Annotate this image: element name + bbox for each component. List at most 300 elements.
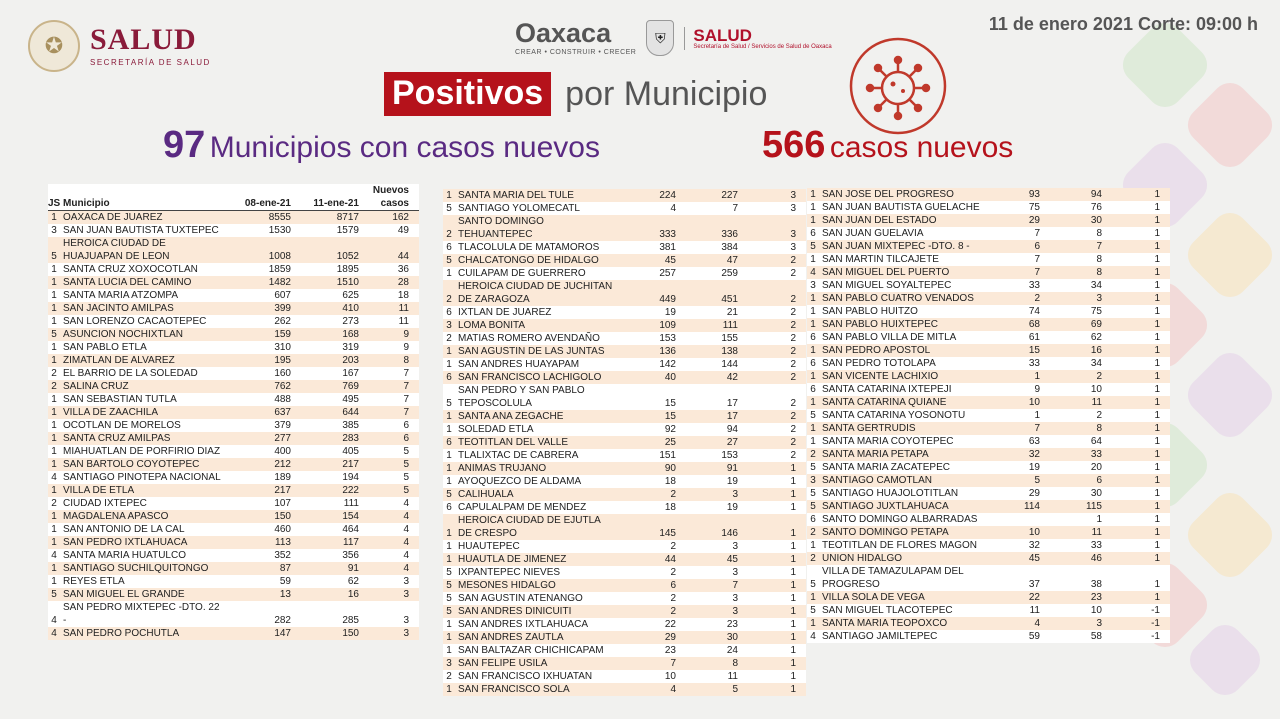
row-municipio: SAN PEDRO Y SAN PABLO TEPOSCOLULA	[458, 385, 585, 409]
row-js: 2	[446, 333, 452, 344]
row-js: 1	[810, 436, 816, 447]
row-date-2: 222	[342, 485, 359, 496]
row-nuevos: -1	[1151, 605, 1160, 616]
row-municipio: SALINA CRUZ	[63, 381, 129, 392]
row-js: 1	[51, 446, 57, 457]
row-date-2: 45	[726, 554, 738, 565]
row-date-1: 145	[659, 528, 676, 539]
row-date-2: 227	[721, 190, 738, 201]
row-date-1: 59	[279, 576, 291, 587]
row-js: 5	[446, 580, 452, 591]
row-nuevos: 2	[790, 307, 796, 318]
table-row	[807, 474, 1170, 487]
row-date-2: 27	[726, 437, 738, 448]
row-js: 4	[51, 628, 57, 639]
row-js: 1	[446, 632, 452, 643]
row-js: 4	[51, 615, 57, 626]
row-nuevos: 3	[790, 190, 796, 201]
row-date-2: 167	[342, 368, 359, 379]
header-municipio: Municipio	[63, 198, 110, 209]
row-municipio: SAN JOSE DEL PROGRESO	[822, 189, 954, 200]
row-nuevos: 5	[403, 459, 409, 470]
page-title	[384, 72, 767, 116]
row-nuevos: 1	[1154, 501, 1160, 512]
row-date-2: 34	[1090, 280, 1102, 291]
row-date-1: 449	[659, 294, 676, 305]
row-date-1: 195	[274, 355, 291, 366]
row-nuevos: 5	[403, 485, 409, 496]
salud-logo	[28, 20, 211, 72]
row-municipio: SAN MIGUEL SOYALTEPEC	[822, 280, 952, 291]
row-municipio: SAN FELIPE USILA	[458, 658, 548, 669]
row-municipio: SANTIAGO PINOTEPA NACIONAL	[63, 472, 221, 483]
row-nuevos: 2	[790, 294, 796, 305]
table-row	[443, 488, 806, 501]
row-nuevos: 1	[790, 684, 796, 695]
row-date-2: 30	[1090, 215, 1102, 226]
row-date-1: 114	[1024, 501, 1040, 512]
row-municipio: SANTA LUCIA DEL CAMINO	[63, 277, 192, 288]
table-row	[48, 588, 419, 601]
row-date-2: 42	[726, 372, 738, 383]
row-js: 1	[810, 345, 816, 356]
row-date-1: 9	[1034, 384, 1040, 395]
row-js: 1	[51, 316, 57, 327]
row-date-1: 109	[659, 320, 676, 331]
row-date-1: 217	[274, 485, 291, 496]
row-municipio: SANTA MARIA HUATULCO	[63, 550, 186, 561]
row-municipio: SANTIAGO YOLOMECATL	[458, 203, 580, 214]
row-date-2: 2	[1096, 371, 1102, 382]
row-municipio: SAN MARTIN TILCAJETE	[822, 254, 939, 265]
row-date-1: 379	[274, 420, 291, 431]
row-js: 1	[51, 342, 57, 353]
oaxaca-shield-icon: ⛨	[646, 20, 674, 56]
row-date-2: 495	[342, 394, 359, 405]
row-municipio: SAN PEDRO MIXTEPEC -DTO. 22 -	[63, 602, 220, 626]
row-date-2: 94	[726, 424, 738, 435]
row-date-2: 58	[1090, 631, 1102, 642]
salud-logo-subtext: SECRETARÍA DE SALUD	[90, 58, 211, 67]
row-date-2: 11	[1091, 397, 1102, 408]
row-js: 1	[51, 303, 57, 314]
row-nuevos: 1	[1154, 423, 1160, 434]
row-date-1: 1530	[268, 225, 291, 236]
row-nuevos: 1	[1154, 332, 1160, 343]
table-row	[48, 354, 419, 367]
row-js: 1	[810, 215, 816, 226]
row-date-2: 153	[721, 450, 738, 461]
row-js: 1	[810, 618, 816, 629]
row-nuevos: 1	[1154, 410, 1160, 421]
row-date-2: 8	[1096, 267, 1102, 278]
row-js: 6	[810, 358, 816, 369]
row-municipio: SAN ANDRES DINICUITI	[458, 606, 572, 617]
row-date-1: 2	[670, 606, 676, 617]
row-js: 5	[51, 589, 57, 600]
row-municipio: SANTA CRUZ XOXOCOTLAN	[63, 264, 198, 275]
row-date-1: 189	[274, 472, 291, 483]
row-js: 5	[810, 462, 816, 473]
row-js: 1	[446, 190, 452, 201]
row-date-1: 160	[274, 368, 291, 379]
row-js: 6	[446, 437, 452, 448]
table-row	[443, 215, 806, 241]
row-date-2: 38	[1090, 579, 1102, 590]
table-row	[48, 601, 419, 627]
oaxaca-logo	[515, 20, 832, 56]
row-nuevos: 3	[403, 615, 409, 626]
row-municipio: SAN BARTOLO COYOTEPEC	[63, 459, 200, 470]
row-nuevos: 1	[790, 541, 796, 552]
row-js: 1	[446, 268, 452, 279]
row-municipio: MESONES HIDALGO	[458, 580, 556, 591]
row-js: 1	[810, 319, 816, 330]
row-municipio: SAN PABLO HUIXTEPEC	[822, 319, 938, 330]
table-row	[48, 575, 419, 588]
row-nuevos: 5	[403, 446, 409, 457]
row-nuevos: 2	[790, 398, 796, 409]
row-nuevos: 8	[403, 355, 409, 366]
row-date-1: 257	[659, 268, 676, 279]
row-municipio: SANTA GERTRUDIS	[822, 423, 916, 434]
row-date-2: 19	[726, 502, 738, 513]
row-municipio: SANTIAGO HUAJOLOTITLAN	[822, 488, 959, 499]
table-row	[48, 445, 419, 458]
row-date-2: 3	[732, 541, 738, 552]
row-nuevos: 7	[403, 381, 409, 392]
row-date-2: 144	[721, 359, 738, 370]
table-row	[807, 513, 1170, 526]
row-date-1: 75	[1028, 202, 1040, 213]
row-date-2: 8	[1096, 254, 1102, 265]
table-row	[48, 263, 419, 276]
row-js: 5	[51, 329, 57, 340]
row-municipio: SAN ANTONIO DE LA CAL	[63, 524, 185, 535]
row-municipio: SANTA ANA ZEGACHE	[458, 411, 564, 422]
row-nuevos: 4	[403, 537, 409, 548]
row-nuevos: 1	[790, 619, 796, 630]
row-nuevos: 1	[1154, 592, 1160, 603]
table-row	[48, 484, 419, 497]
row-municipio: SAN ANDRES HUAYAPAM	[458, 359, 580, 370]
row-js: 1	[446, 424, 452, 435]
row-js: 6	[810, 514, 816, 525]
header-js: JS	[48, 198, 60, 209]
row-date-2: 150	[342, 628, 359, 639]
row-municipio: SAN MIGUEL TLACOTEPEC	[822, 605, 953, 616]
row-date-1: 40	[664, 372, 676, 383]
table-row	[48, 289, 419, 302]
row-municipio: SANTO DOMINGO TEHUANTEPEC	[458, 216, 544, 240]
row-date-1: 2	[670, 489, 676, 500]
casos-count: 566	[762, 124, 826, 166]
row-municipio: SANTIAGO JAMILTEPEC	[822, 631, 938, 642]
row-municipio: SANTA MARIA PETAPA	[822, 449, 929, 460]
table-row	[443, 475, 806, 488]
table-row	[807, 240, 1170, 253]
row-date-1: 59	[1028, 631, 1040, 642]
row-date-2: 33	[1090, 540, 1102, 551]
row-js: 6	[810, 384, 816, 395]
row-date-1: 262	[274, 316, 291, 327]
row-date-1: 10	[664, 671, 676, 682]
table-row	[48, 562, 419, 575]
row-date-2: 16	[347, 589, 359, 600]
row-date-2: 3	[732, 593, 738, 604]
row-nuevos: 1	[1154, 345, 1160, 356]
row-js: 1	[51, 212, 57, 223]
table-row	[48, 549, 419, 562]
row-date-2: 111	[343, 498, 359, 509]
row-js: 1	[446, 554, 452, 565]
row-js: 1	[446, 411, 452, 422]
table-row	[807, 448, 1170, 461]
table-row	[807, 188, 1170, 201]
row-date-2: 115	[1086, 501, 1102, 512]
row-nuevos: 1	[790, 502, 796, 513]
row-date-1: 277	[274, 433, 291, 444]
row-date-2: 30	[726, 632, 738, 643]
row-date-2: 769	[342, 381, 359, 392]
row-date-1: 4	[670, 203, 676, 214]
row-municipio: SANTA CATARINA IXTEPEJI	[822, 384, 952, 395]
row-nuevos: 9	[403, 329, 409, 340]
row-municipio: UNION HIDALGO	[822, 553, 903, 564]
row-js: 5	[810, 241, 816, 252]
row-js: 3	[446, 320, 452, 331]
row-js: 1	[51, 537, 57, 548]
table-row	[48, 380, 419, 393]
table-row	[48, 237, 419, 263]
table-row	[807, 331, 1170, 344]
row-date-1: 7	[1034, 267, 1040, 278]
row-nuevos: 44	[397, 251, 409, 262]
table-row	[807, 266, 1170, 279]
row-nuevos: 7	[403, 394, 409, 405]
decor-shape	[1181, 486, 1280, 585]
row-date-2: 62	[347, 576, 359, 587]
row-date-2: 11	[1091, 527, 1102, 538]
row-js: 5	[446, 489, 452, 500]
row-municipio: SAN JUAN GUELAVIA	[822, 228, 924, 239]
row-date-1: 4	[670, 684, 676, 695]
row-date-2: 3	[732, 489, 738, 500]
row-nuevos: 1	[1154, 540, 1160, 551]
table-row	[48, 406, 419, 419]
row-nuevos: 1	[1154, 267, 1160, 278]
table-row	[807, 370, 1170, 383]
row-municipio: REYES ETLA	[63, 576, 125, 587]
row-municipio: SOLEDAD ETLA	[458, 424, 534, 435]
row-date-2: 625	[342, 290, 359, 301]
row-nuevos: 7	[403, 368, 409, 379]
row-date-1: 1	[1034, 371, 1040, 382]
row-date-2: 273	[342, 316, 359, 327]
row-date-1: 762	[274, 381, 291, 392]
table-row	[807, 487, 1170, 500]
row-date-2: 8	[1096, 228, 1102, 239]
row-date-2: 319	[342, 342, 359, 353]
row-municipio: SAN SEBASTIAN TUTLA	[63, 394, 177, 405]
row-date-2: 6	[1096, 475, 1102, 486]
row-date-2: 2	[1096, 410, 1102, 421]
row-nuevos: 1	[790, 632, 796, 643]
row-date-2: 1895	[336, 264, 359, 275]
row-date-1: 1	[1034, 410, 1040, 421]
table-row	[807, 214, 1170, 227]
table-row	[443, 501, 806, 514]
row-nuevos: 5	[403, 472, 409, 483]
row-nuevos: 1	[790, 463, 796, 474]
row-nuevos: 162	[392, 212, 409, 223]
row-date-1: 460	[274, 524, 291, 535]
row-js: 2	[446, 294, 452, 305]
row-date-2: 10	[1090, 384, 1102, 395]
row-nuevos: 6	[403, 433, 409, 444]
row-date-1: 19	[1028, 462, 1040, 473]
row-municipio: MATIAS ROMERO AVENDAÑO	[458, 333, 600, 344]
row-municipio: SANTA MARIA COYOTEPEC	[822, 436, 954, 447]
row-nuevos: 1	[790, 528, 796, 539]
row-nuevos: 1	[1154, 189, 1160, 200]
row-js: 2	[51, 368, 57, 379]
row-nuevos: 2	[790, 450, 796, 461]
row-date-1: 37	[1028, 579, 1040, 590]
row-municipio: SANTIAGO JUXTLAHUACA	[822, 501, 949, 512]
row-municipio: SAN AGUSTIN DE LAS JUNTAS	[458, 346, 605, 357]
municipios-label: Municipios con casos nuevos	[209, 131, 600, 164]
row-nuevos: 6	[403, 420, 409, 431]
row-js: 1	[51, 407, 57, 418]
row-date-1: 150	[274, 511, 291, 522]
row-municipio: SANTA MARIA DEL TULE	[458, 190, 574, 201]
row-municipio: EL BARRIO DE LA SOLEDAD	[63, 368, 198, 379]
row-nuevos: 1	[1154, 436, 1160, 447]
table-row	[443, 605, 806, 618]
row-date-1: 212	[274, 459, 291, 470]
row-js: 6	[810, 228, 816, 239]
row-date-1: 15	[664, 411, 676, 422]
row-date-1: 25	[664, 437, 676, 448]
table-municipios-3	[807, 188, 1170, 643]
row-date-2: 410	[342, 303, 359, 314]
row-date-2: 10	[1090, 605, 1102, 616]
row-nuevos: 28	[397, 277, 409, 288]
row-js: 3	[810, 475, 816, 486]
row-date-2: 117	[343, 537, 359, 548]
row-date-1: 607	[274, 290, 291, 301]
table-row	[807, 500, 1170, 513]
row-nuevos: 4	[403, 563, 409, 574]
row-date-1: 2	[1034, 293, 1040, 304]
row-municipio: CALIHUALA	[458, 489, 514, 500]
row-date-1: 4	[1034, 618, 1040, 629]
row-municipio: MAGDALENA APASCO	[63, 511, 169, 522]
row-date-2: 3	[732, 567, 738, 578]
table-row	[443, 345, 806, 358]
row-js: 6	[446, 372, 452, 383]
row-nuevos: 1	[1154, 397, 1160, 408]
table-row	[443, 644, 806, 657]
row-municipio: SAN JUAN MIXTEPEC -DTO. 8 -	[822, 241, 970, 252]
row-date-2: 24	[726, 645, 738, 656]
row-nuevos: 4	[403, 524, 409, 535]
row-municipio: SAN PABLO ETLA	[63, 342, 147, 353]
row-date-2: 62	[1090, 332, 1102, 343]
decor-shape	[1181, 206, 1280, 305]
row-nuevos: 4	[403, 550, 409, 561]
row-js: 2	[810, 449, 816, 460]
row-date-1: 2	[670, 593, 676, 604]
row-municipio: ZIMATLAN DE ALVAREZ	[63, 355, 175, 366]
row-date-1: 10	[1028, 527, 1040, 538]
decor-shape	[1181, 346, 1280, 445]
row-municipio: SAN LORENZO CACAOTEPEC	[63, 316, 207, 327]
row-municipio: SANTA CATARINA YOSONOTU	[822, 410, 966, 421]
row-js: 4	[810, 631, 816, 642]
row-js: 6	[446, 242, 452, 253]
row-date-2: 7	[1096, 241, 1102, 252]
row-js: 1	[810, 254, 816, 265]
row-municipio: TLACOLULA DE MATAMOROS	[458, 242, 600, 253]
row-date-1: 1482	[268, 277, 291, 288]
row-date-1: 113	[275, 537, 291, 548]
row-date-2: 203	[342, 355, 359, 366]
table-row	[443, 670, 806, 683]
row-date-1: 352	[274, 550, 291, 561]
row-date-1: 7	[670, 658, 676, 669]
table-row	[443, 371, 806, 384]
table-municipios-2	[443, 189, 806, 696]
row-date-1: 93	[1028, 189, 1040, 200]
row-nuevos: 3	[790, 203, 796, 214]
table-row	[48, 224, 419, 237]
row-nuevos: 3	[403, 589, 409, 600]
row-date-1: 44	[664, 554, 676, 565]
row-nuevos: 1	[1154, 280, 1160, 291]
row-date-2: 94	[1090, 189, 1102, 200]
row-date-2: 19	[726, 476, 738, 487]
row-municipio: TLALIXTAC DE CABRERA	[458, 450, 579, 461]
row-date-2: 33	[1090, 449, 1102, 460]
row-js: 2	[446, 229, 452, 240]
row-municipio: IXTLAN DE JUAREZ	[458, 307, 552, 318]
row-js: 1	[51, 576, 57, 587]
row-nuevos: 1	[1154, 306, 1160, 317]
row-nuevos: 2	[790, 437, 796, 448]
row-nuevos: 1	[1154, 358, 1160, 369]
table-row	[807, 227, 1170, 240]
oaxaca-salud-subtext: Secretaría de Salud / Servicios de Salud de Oaxaca	[693, 43, 832, 50]
row-municipio: SAN PABLO HUITZO	[822, 306, 918, 317]
row-municipio: SAN JUAN BAUTISTA GUELACHE	[822, 202, 980, 213]
row-date-1: 400	[274, 446, 291, 457]
table-row	[48, 458, 419, 471]
row-date-1: 29	[1028, 215, 1040, 226]
row-municipio: VILLA DE ZAACHILA	[63, 407, 159, 418]
row-municipio: SAN BALTAZAR CHICHICAPAM	[458, 645, 604, 656]
row-date-1: 33	[1028, 280, 1040, 291]
row-js: 1	[810, 189, 816, 200]
header-date-1: 08-ene-21	[244, 198, 291, 209]
row-nuevos: 36	[397, 264, 409, 275]
table-row	[443, 683, 806, 696]
row-date-1: 61	[1028, 332, 1040, 343]
row-municipio: SAN PEDRO APOSTOL	[822, 345, 931, 356]
decor-shape	[1181, 76, 1280, 175]
row-date-1: 15	[1028, 345, 1040, 356]
